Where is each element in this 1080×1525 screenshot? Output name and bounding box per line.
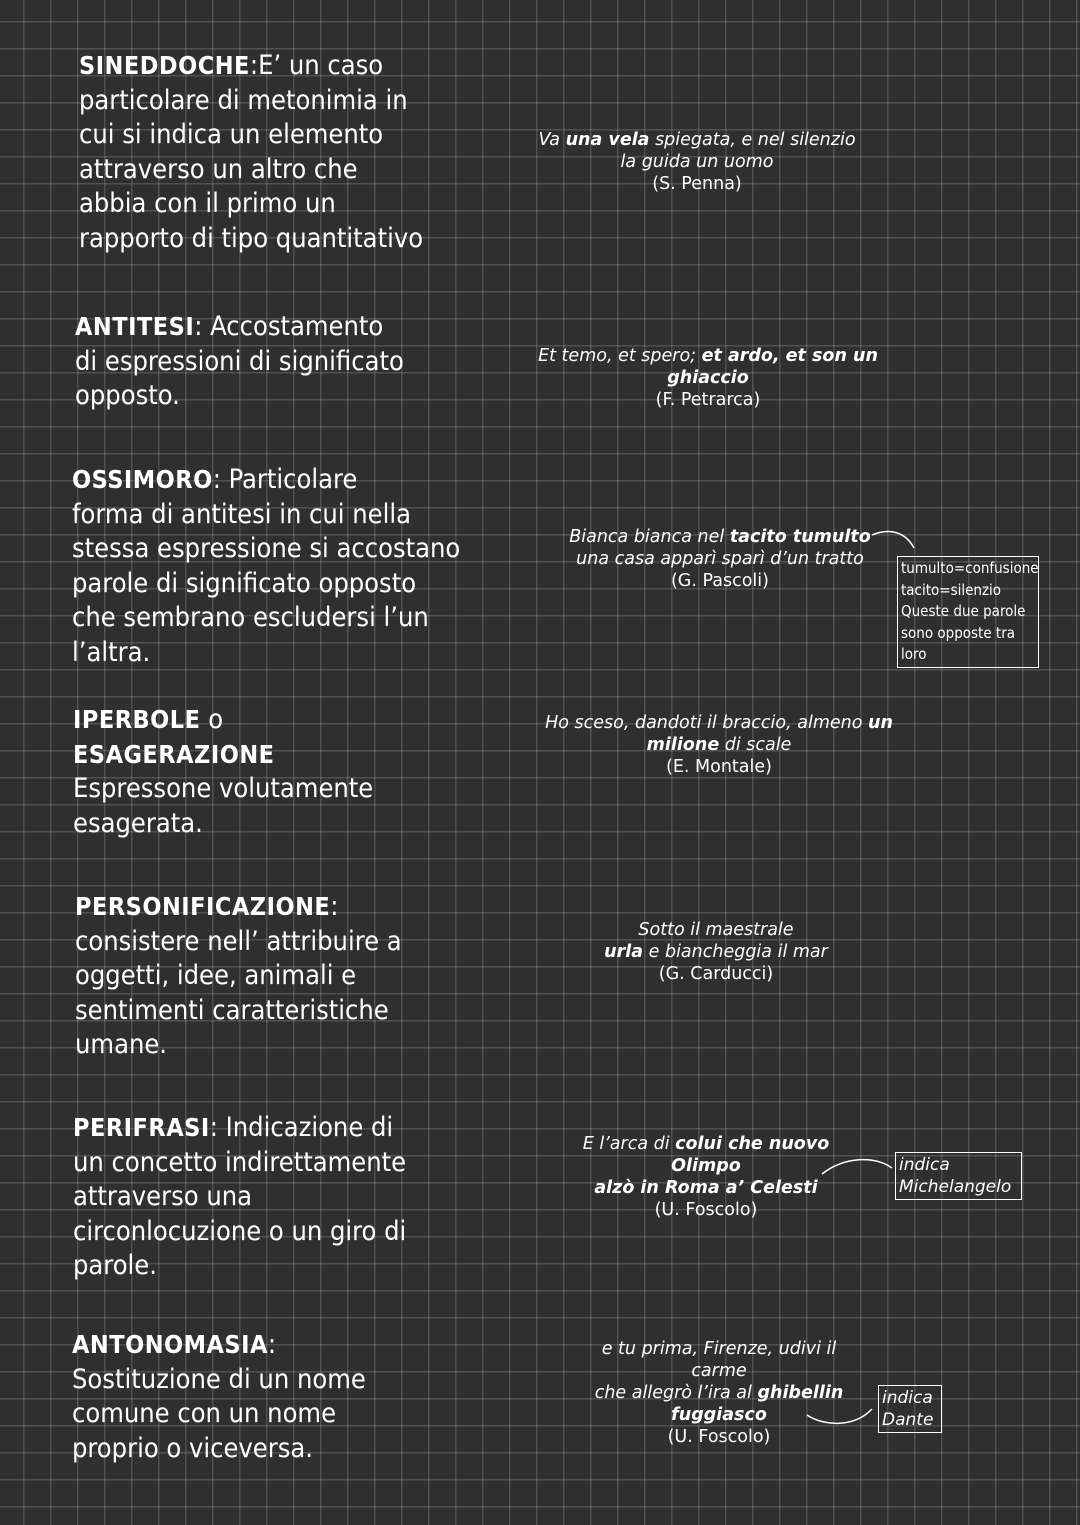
example-antonomasia: e tu prima, Firenze, udivi il carme che allegrò l’ira al ghibellin fuggiasco (U. Foscolo) bbox=[519, 1338, 919, 1448]
term-antonomasia: ANTONOMASIA bbox=[72, 1330, 268, 1359]
definition-personificazione: PERSONIFICAZIONE: consistere nell’ attribuire a oggetti, idee, animali e sentimenti caratteristiche umane. bbox=[75, 891, 402, 1061]
definition-antonomasia: ANTONOMASIA: Sostituzione di un nome comune con un nome proprio o viceversa. bbox=[72, 1329, 366, 1464]
author-penna: (S. Penna) bbox=[652, 174, 742, 194]
term-personificazione: PERSONIFICAZIONE bbox=[75, 892, 331, 921]
author-montale: (E. Montale) bbox=[666, 757, 772, 777]
term-ossimoro: OSSIMORO bbox=[72, 465, 213, 494]
term-perifrasi: PERIFRASI bbox=[73, 1113, 210, 1142]
example-personificazione: Sotto il maestrale urla e biancheggia il mar (G. Carducci) bbox=[516, 919, 916, 985]
term-sineddoche: SINEDDOCHE bbox=[79, 51, 250, 80]
connector-arrow-antonomasia bbox=[805, 1405, 875, 1430]
author-pascoli: (G. Pascoli) bbox=[670, 571, 769, 591]
example-ossimoro: Bianca bianca nel tacito tumulto una casa apparì sparì d’un tratto (G. Pascoli) bbox=[520, 526, 920, 592]
note-antonomasia: indica Dante bbox=[878, 1385, 942, 1433]
term-antitesi: ANTITESI bbox=[75, 312, 195, 341]
note-perifrasi: indica Michelangelo bbox=[895, 1152, 1022, 1200]
definition-perifrasi: PERIFRASI: Indicazione di un concetto indirettamente attraverso una circonlocuzione o un giro di parole. bbox=[73, 1112, 407, 1282]
author-carducci: (G. Carducci) bbox=[658, 964, 774, 984]
definition-antitesi: ANTITESI: Accostamento di espressioni di significato opposto. bbox=[75, 311, 404, 412]
author-foscolo-2: (U. Foscolo) bbox=[667, 1427, 771, 1447]
example-perifrasi: E l’arca di colui che nuovo Olimpo alzò in Roma a’ Celesti (U. Foscolo) bbox=[506, 1133, 906, 1221]
example-iperbole: Ho sceso, dandoti il braccio, almeno un milione di scale (E. Montale) bbox=[519, 712, 919, 778]
term-iperbole: IPERBOLE bbox=[73, 705, 201, 734]
connector-arrow-perifrasi bbox=[820, 1152, 895, 1182]
example-antitesi: Et temo, et spero; et ardo, et son un ghiaccio (F. Petrarca) bbox=[508, 345, 908, 411]
note-ossimoro: tumulto=confusione tacito=silenzio Queste due parole sono opposte tra loro bbox=[897, 556, 1039, 668]
term-esagerazione: ESAGERAZIONE bbox=[73, 739, 275, 769]
connector-arrow-ossimoro bbox=[870, 526, 920, 556]
definition-iperbole: IPERBOLE o ESAGERAZIONE Espressone volutamente esagerata. bbox=[73, 704, 374, 839]
definition-ossimoro: OSSIMORO: Particolare forma di antitesi in cui nella stessa espressione si accostano parole di significato opposto che sembrano escludersi l’un l’altra. bbox=[72, 464, 461, 668]
example-sineddoche: Va una vela spiegata, e nel silenzio la guida un uomo (S. Penna) bbox=[497, 129, 897, 195]
author-foscolo-1: (U. Foscolo) bbox=[654, 1200, 758, 1220]
author-petrarca: (F. Petrarca) bbox=[655, 390, 761, 410]
definition-sineddoche: SINEDDOCHE:E’ un caso particolare di metonimia in cui si indica un elemento attraverso un altro che abbia con il primo un rapporto di tipo quantitativo bbox=[79, 50, 424, 254]
